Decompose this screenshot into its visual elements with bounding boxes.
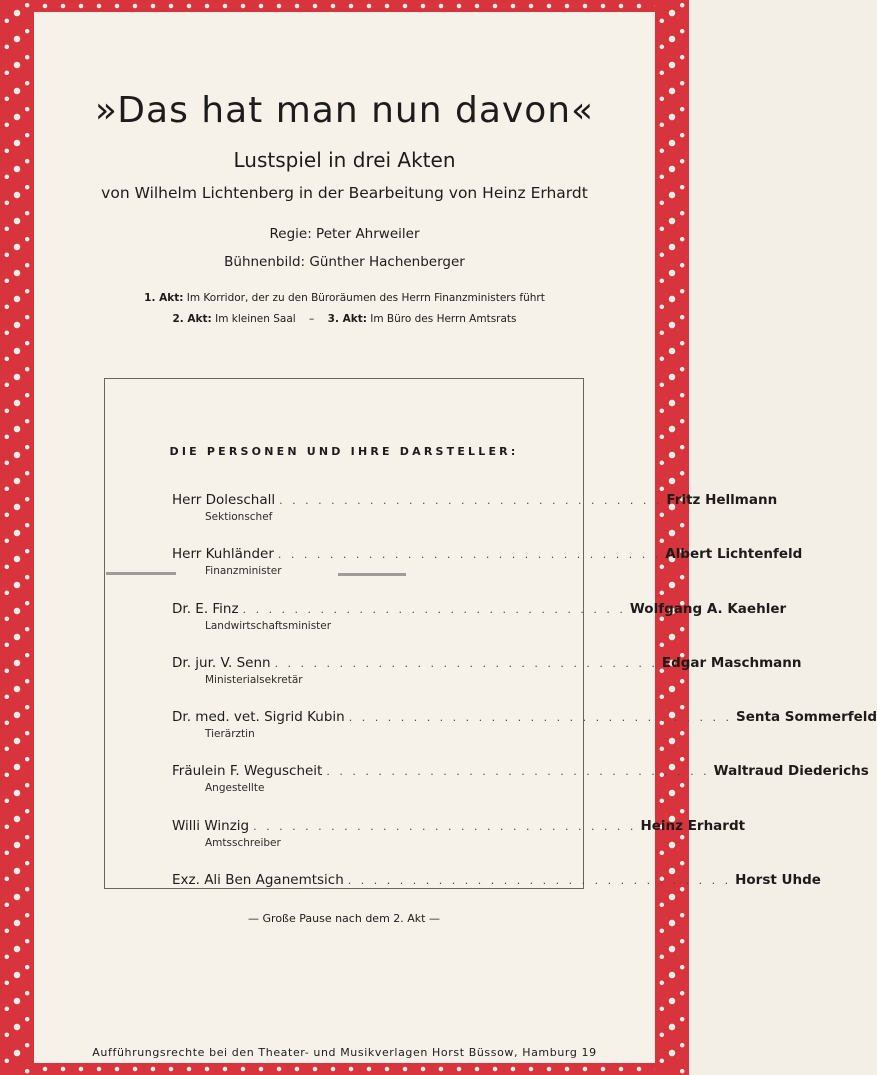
leader-dots: . . . . . . . . . . . . . . . . . . . . . . . . . . . . . .: [347, 874, 732, 888]
cast-role: Exz. Ali Ben Aganemtsich: [172, 872, 344, 889]
paper-fold-mark-left: [106, 572, 176, 575]
stage-design-credit: Bühnenbild: Günther Hachenberger: [224, 254, 465, 270]
leader-dots: . . . . . . . . . . . . . . . . . . . . . . . . . . . . . .: [277, 548, 662, 562]
cast-heading: DIE PERSONEN UND IHRE DARSTELLER:: [169, 445, 519, 458]
leader-dots: . . . . . . . . . . . . . . . . . . . . . . . . . . . . . .: [326, 765, 710, 779]
cast-actor: Horst Uhde: [735, 872, 821, 889]
cast-row: [172, 600, 787, 655]
cast-actor: Wolfgang A. Kaehler: [629, 600, 787, 617]
act-3-label: 3. Akt:: [327, 313, 367, 325]
cast-role-description: Finanzminister: [205, 565, 282, 578]
ornamental-border-top: [0, 0, 689, 12]
ornamental-border-bottom: [0, 1063, 689, 1075]
cast-role: Herr Doleschall: [172, 492, 276, 508]
cast-actor: Edgar Maschmann: [661, 654, 802, 671]
cast-role-description: Ministerialsekretär: [205, 673, 303, 686]
cast-actor: Fritz Hellmann: [666, 492, 778, 508]
cast-row: [172, 654, 802, 709]
act-separator: –: [309, 313, 315, 325]
act-2-3-line: [34, 313, 655, 325]
cast-row: [172, 817, 746, 872]
cast-role: Dr. med. vet. Sigrid Kubin: [172, 709, 345, 726]
leader-dots: . . . . . . . . . . . . . . . . . . . . . . . . . . . . . .: [253, 819, 637, 833]
cast-role-description: Angestellte: [205, 782, 265, 795]
program-page: [34, 12, 877, 1063]
cast-role: Dr. E. Finz: [172, 600, 239, 617]
leader-dots: . . . . . . . . . . . . . . . . . . . . . . . . . . . . . .: [348, 711, 733, 725]
leader-dots: . . . . . . . . . . . . . . . . . . . . . . . . . . . . . .: [279, 494, 663, 507]
act-1-setting: Im Korridor, der zu den Büroräumen des Herrn Finanzministers führt: [186, 292, 545, 304]
rights-footer: Aufführungsrechte bei den Theater- und Musikverlagen Horst Büssow, Hamburg 19: [92, 1046, 597, 1059]
cast-role: Fräulein F. Weguscheit: [172, 763, 323, 780]
cast-list: [172, 492, 877, 926]
author-byline: von Wilhelm Lichtenberg in der Bearbeitung von Heinz Erhardt: [101, 184, 588, 202]
cast-row: [172, 492, 778, 546]
leader-dots: . . . . . . . . . . . . . . . . . . . . . . . . . . . . . .: [242, 602, 626, 616]
cast-role-description: Amtsschreiber: [205, 836, 281, 849]
act-2-label: 2. Akt:: [172, 313, 212, 325]
cast-role: Herr Kuhländer: [172, 546, 274, 563]
cast-actor: Heinz Erhardt: [640, 817, 746, 834]
cast-box: [104, 378, 877, 925]
act-2-setting: Im kleinen Saal: [215, 313, 296, 325]
cast-role: Dr. jur. V. Senn: [172, 654, 271, 671]
cast-row: [172, 709, 877, 763]
cast-role-description: Sektionschef: [205, 511, 273, 523]
cast-actor: Albert Lichtenfeld: [665, 546, 803, 563]
ornamental-border-left: [0, 0, 34, 1075]
intermission-note: — Große Pause nach dem 2. Akt —: [248, 912, 440, 925]
play-subtitle: Lustspiel in drei Akten: [233, 148, 456, 172]
act-1-line: [34, 292, 655, 304]
director-credit: Regie: Peter Ahrweiler: [269, 226, 420, 242]
paper-fold-mark-right: [338, 573, 406, 576]
play-title: »Das hat man nun davon«: [94, 90, 595, 131]
leader-dots: . . . . . . . . . . . . . . . . . . . . . . . . . . . . . .: [274, 656, 658, 670]
act-3-setting: Im Büro des Herrn Amtsrats: [370, 313, 517, 325]
cast-actor: Senta Sommerfeld: [736, 709, 877, 726]
cast-role: Willi Winzig: [172, 817, 250, 834]
ornamental-border-right: [655, 0, 689, 1075]
cast-role-description: Landwirtschaftsminister: [205, 619, 332, 632]
cast-actor: Waltraud Diederichs: [713, 763, 869, 780]
act-1-label: 1. Akt:: [144, 292, 184, 304]
cast-row: [172, 763, 869, 817]
cast-role-description: Tierärztin: [205, 728, 255, 741]
